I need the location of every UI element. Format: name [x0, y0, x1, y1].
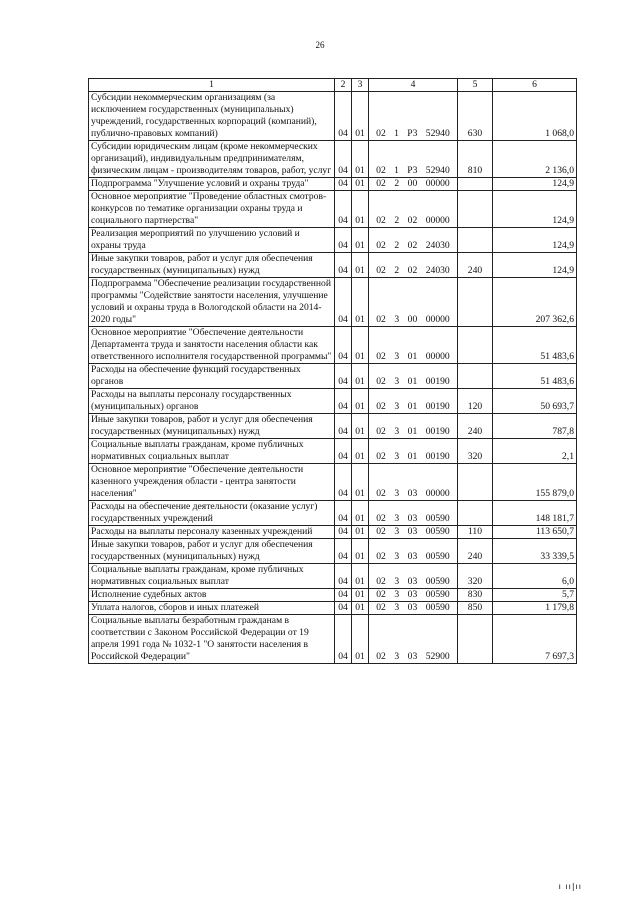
code-part: 3: [394, 576, 400, 587]
row-section: 04: [335, 589, 352, 602]
code-part: 1: [394, 165, 399, 176]
row-subsection: 01: [352, 278, 369, 327]
row-name: Реализация мероприятий по улучшению условий и охраны труда: [89, 228, 335, 253]
code-part: 02: [376, 265, 386, 276]
code-part: 3: [394, 589, 400, 600]
row-expense-type: 630: [458, 92, 493, 141]
code-part: P3: [407, 165, 418, 176]
row-section: 04: [335, 564, 352, 589]
row-section: 04: [335, 501, 352, 526]
column-header: 3: [352, 79, 369, 92]
row-target-article: [369, 501, 458, 526]
code-part: 01: [407, 401, 418, 412]
row-target-article: [369, 602, 458, 615]
row-section: 04: [335, 278, 352, 327]
row-section: 04: [335, 178, 352, 191]
code-part: 02: [376, 451, 386, 462]
row-section: 04: [335, 414, 352, 439]
table-row: [89, 501, 577, 526]
code-part: 00: [407, 178, 418, 189]
row-subsection: 01: [352, 589, 369, 602]
row-section: 04: [335, 228, 352, 253]
row-amount: 7 697,3: [493, 615, 577, 664]
code-part: 02: [376, 513, 386, 524]
row-subsection: 01: [352, 141, 369, 178]
row-target-article: [369, 253, 458, 278]
row-subsection: 01: [352, 389, 369, 414]
row-target-article: [369, 589, 458, 602]
row-section: 04: [335, 615, 352, 664]
table-row: [89, 439, 577, 464]
code-part: 00000: [425, 351, 450, 362]
code-part: 3: [394, 401, 400, 412]
target-article-code: [371, 602, 455, 614]
row-subsection: 01: [352, 564, 369, 589]
code-part: 2: [394, 215, 400, 226]
code-part: 3: [394, 488, 400, 499]
row-section: 04: [335, 92, 352, 141]
code-part: 2: [394, 265, 400, 276]
row-subsection: 01: [352, 526, 369, 539]
code-part: 52900: [425, 651, 450, 662]
code-part: 00: [407, 314, 418, 325]
code-part: 03: [407, 551, 418, 562]
row-target-article: [369, 389, 458, 414]
row-expense-type: [458, 501, 493, 526]
row-target-article: [369, 564, 458, 589]
code-part: 00590: [425, 513, 450, 524]
row-expense-type: [458, 327, 493, 364]
row-name: Исполнение судебных актов: [89, 589, 335, 602]
row-target-article: [369, 92, 458, 141]
target-article-code: [371, 401, 455, 413]
table-row: [89, 253, 577, 278]
code-part: 02: [376, 178, 386, 189]
row-target-article: [369, 141, 458, 178]
table-row: [89, 389, 577, 414]
corner-mark: ı ıı|ıı: [558, 882, 582, 891]
code-part: 02: [376, 128, 386, 139]
row-amount: 113 650,7: [493, 526, 577, 539]
code-part: 02: [407, 215, 418, 226]
row-section: 04: [335, 141, 352, 178]
row-name: Расходы на выплаты персоналу казенных учреждений: [89, 526, 335, 539]
row-target-article: [369, 178, 458, 191]
row-expense-type: 850: [458, 602, 493, 615]
row-amount: 207 362,6: [493, 278, 577, 327]
code-part: 24030: [425, 265, 450, 276]
code-part: 00000: [425, 314, 450, 325]
target-article-code: [371, 651, 455, 663]
row-expense-type: [458, 615, 493, 664]
code-part: 03: [407, 513, 418, 524]
target-article-code: [371, 314, 455, 326]
row-expense-type: 110: [458, 526, 493, 539]
row-amount: 124,9: [493, 191, 577, 228]
row-amount: 1 179,8: [493, 602, 577, 615]
row-expense-type: 240: [458, 539, 493, 564]
row-name: Расходы на обеспечение деятельности (оказание услуг) государственных учреждений: [89, 501, 335, 526]
code-part: 3: [394, 651, 400, 662]
target-article-code: [371, 351, 455, 363]
row-target-article: [369, 439, 458, 464]
table-row: [89, 278, 577, 327]
code-part: 52940: [425, 128, 450, 139]
row-subsection: 01: [352, 228, 369, 253]
column-header: 4: [369, 79, 458, 92]
target-article-code: [371, 526, 455, 538]
row-expense-type: [458, 191, 493, 228]
table-row: [89, 327, 577, 364]
target-article-code: [371, 178, 455, 190]
code-part: 00000: [425, 215, 450, 226]
row-target-article: [369, 278, 458, 327]
code-part: 03: [407, 589, 418, 600]
table-row: [89, 464, 577, 501]
table-header-row: [89, 79, 577, 92]
row-name: Основное мероприятие "Обеспечение деятельности Департамента труда и занятости населения области как ответственного исполнителя государственной программы": [89, 327, 335, 364]
row-amount: 33 339,5: [493, 539, 577, 564]
row-subsection: 01: [352, 464, 369, 501]
code-part: 52940: [425, 165, 450, 176]
code-part: 01: [407, 426, 418, 437]
target-article-code: [371, 513, 455, 525]
code-part: 03: [407, 602, 418, 613]
row-expense-type: 810: [458, 141, 493, 178]
table-row: [89, 364, 577, 389]
code-part: 00000: [425, 178, 450, 189]
row-name: Основное мероприятие "Проведение областных смотров-конкурсов по тематике организации охраны труда и социального партнерства": [89, 191, 335, 228]
row-amount: 155 879,0: [493, 464, 577, 501]
code-part: 3: [394, 513, 400, 524]
target-article-code: [371, 426, 455, 438]
target-article-code: [371, 589, 455, 601]
code-part: 02: [376, 351, 386, 362]
code-part: 3: [394, 376, 400, 387]
code-part: 3: [394, 551, 400, 562]
code-part: 1: [394, 128, 399, 139]
row-subsection: 01: [352, 364, 369, 389]
target-article-code: [371, 128, 455, 140]
code-part: 02: [376, 551, 386, 562]
column-header: 2: [335, 79, 352, 92]
row-name: Субсидии юридическим лицам (кроме некоммерческих организаций), индивидуальным предпринимателям, физическим лицам - производителям товаров, работ, услуг: [89, 141, 335, 178]
row-expense-type: 240: [458, 414, 493, 439]
code-part: 02: [376, 165, 386, 176]
row-section: 04: [335, 327, 352, 364]
row-target-article: [369, 414, 458, 439]
row-amount: 2 136,0: [493, 141, 577, 178]
row-expense-type: 320: [458, 564, 493, 589]
row-name: Иные закупки товаров, работ и услуг для обеспечения государственных (муниципальных) нужд: [89, 414, 335, 439]
code-part: 3: [394, 602, 400, 613]
code-part: 02: [407, 240, 418, 251]
row-amount: 124,9: [493, 228, 577, 253]
table-row: [89, 539, 577, 564]
table-row: [89, 414, 577, 439]
row-amount: 50 693,7: [493, 389, 577, 414]
row-subsection: 01: [352, 253, 369, 278]
row-section: 04: [335, 602, 352, 615]
row-amount: 5,7: [493, 589, 577, 602]
code-part: 02: [376, 576, 386, 587]
row-subsection: 01: [352, 439, 369, 464]
code-part: 02: [376, 589, 386, 600]
row-target-article: [369, 539, 458, 564]
row-expense-type: [458, 178, 493, 191]
row-amount: 124,9: [493, 253, 577, 278]
target-article-code: [371, 240, 455, 252]
row-subsection: 01: [352, 615, 369, 664]
row-expense-type: [458, 278, 493, 327]
row-section: 04: [335, 539, 352, 564]
code-part: P3: [407, 128, 418, 139]
row-expense-type: 120: [458, 389, 493, 414]
row-amount: 51 483,6: [493, 364, 577, 389]
target-article-code: [371, 265, 455, 277]
row-name: Подпрограмма "Улучшение условий и охраны труда": [89, 178, 335, 191]
row-name: Подпрограмма "Обеспечение реализации государственной программы "Содействие занятости населения, улучшение условий и охраны труда в Вологодской области на 2014-2020 годы": [89, 278, 335, 327]
row-subsection: 01: [352, 501, 369, 526]
row-section: 04: [335, 439, 352, 464]
code-part: 02: [376, 240, 386, 251]
column-header: 6: [493, 79, 577, 92]
target-article-code: [371, 576, 455, 588]
row-subsection: 01: [352, 414, 369, 439]
code-part: 02: [376, 651, 386, 662]
page-number: 26: [315, 40, 325, 50]
row-subsection: 01: [352, 602, 369, 615]
code-part: 00590: [425, 576, 450, 587]
code-part: 02: [376, 526, 386, 537]
code-part: 03: [407, 651, 418, 662]
row-expense-type: 320: [458, 439, 493, 464]
column-header: 5: [458, 79, 493, 92]
row-expense-type: [458, 228, 493, 253]
row-amount: 1 068,0: [493, 92, 577, 141]
code-part: 2: [394, 178, 400, 189]
code-part: 01: [407, 376, 418, 387]
row-amount: 6,0: [493, 564, 577, 589]
row-amount: 124,9: [493, 178, 577, 191]
row-target-article: [369, 464, 458, 501]
row-name: Социальные выплаты безработным гражданам в соответствии с Законом Российской Федерации от 19 апреля 1991 года № 1032-1 "О занятости населения в Российской Федерации": [89, 615, 335, 664]
table-row: [89, 589, 577, 602]
code-part: 03: [407, 526, 418, 537]
code-part: 00000: [425, 488, 450, 499]
row-section: 04: [335, 464, 352, 501]
column-header: 1: [89, 79, 335, 92]
row-target-article: [369, 364, 458, 389]
table-row: [89, 526, 577, 539]
target-article-code: [371, 488, 455, 500]
target-article-code: [371, 451, 455, 463]
row-section: 04: [335, 253, 352, 278]
code-part: 01: [407, 351, 418, 362]
code-part: 01: [407, 451, 418, 462]
code-part: 3: [394, 451, 400, 462]
code-part: 00590: [425, 602, 450, 613]
row-name: Расходы на выплаты персоналу государственных (муниципальных) органов: [89, 389, 335, 414]
target-article-code: [371, 215, 455, 227]
row-name: Субсидии некоммерческим организациям (за исключением государственных (муниципальных) учреждений, государственных корпораций (компаний), публично-правовых компаний): [89, 92, 335, 141]
row-section: 04: [335, 191, 352, 228]
code-part: 02: [407, 265, 418, 276]
row-section: 04: [335, 389, 352, 414]
code-part: 3: [394, 426, 400, 437]
code-part: 00190: [425, 376, 450, 387]
table-row: [89, 92, 577, 141]
table-row: [89, 178, 577, 191]
table-row: [89, 602, 577, 615]
row-target-article: [369, 191, 458, 228]
target-article-code: [371, 551, 455, 563]
table-row: [89, 141, 577, 178]
code-part: 00190: [425, 401, 450, 412]
code-part: 02: [376, 488, 386, 499]
table-row: [89, 615, 577, 664]
row-subsection: 01: [352, 539, 369, 564]
table-row: [89, 564, 577, 589]
code-part: 02: [376, 215, 386, 226]
row-subsection: 01: [352, 191, 369, 228]
row-section: 04: [335, 526, 352, 539]
code-part: 3: [394, 526, 400, 537]
code-part: 02: [376, 401, 386, 412]
row-target-article: [369, 228, 458, 253]
row-amount: 2,1: [493, 439, 577, 464]
row-name: Иные закупки товаров, работ и услуг для обеспечения государственных (муниципальных) нужд: [89, 253, 335, 278]
row-subsection: 01: [352, 178, 369, 191]
row-name: Социальные выплаты гражданам, кроме публичных нормативных социальных выплат: [89, 564, 335, 589]
row-expense-type: 830: [458, 589, 493, 602]
code-part: 00590: [425, 526, 450, 537]
row-target-article: [369, 615, 458, 664]
target-article-code: [371, 376, 455, 388]
table-row: [89, 228, 577, 253]
code-part: 3: [394, 314, 400, 325]
target-article-code: [371, 165, 455, 177]
row-name: Социальные выплаты гражданам, кроме публичных нормативных социальных выплат: [89, 439, 335, 464]
code-part: 02: [376, 376, 386, 387]
code-part: 00590: [425, 551, 450, 562]
table-row: [89, 191, 577, 228]
code-part: 00190: [425, 426, 450, 437]
row-target-article: [369, 327, 458, 364]
row-name: Расходы на обеспечение функций государственных органов: [89, 364, 335, 389]
row-target-article: [369, 526, 458, 539]
row-subsection: 01: [352, 327, 369, 364]
row-expense-type: [458, 364, 493, 389]
row-subsection: 01: [352, 92, 369, 141]
code-part: 02: [376, 602, 386, 613]
row-name: Иные закупки товаров, работ и услуг для обеспечения государственных (муниципальных) нужд: [89, 539, 335, 564]
code-part: 00590: [425, 589, 450, 600]
row-expense-type: 240: [458, 253, 493, 278]
row-amount: 148 181,7: [493, 501, 577, 526]
row-name: Основное мероприятие "Обеспечение деятельности казенного учреждения области - центра занятости населения": [89, 464, 335, 501]
row-section: 04: [335, 364, 352, 389]
code-part: 3: [394, 351, 400, 362]
code-part: 03: [407, 576, 418, 587]
budget-table: [88, 78, 577, 664]
code-part: 2: [394, 240, 400, 251]
code-part: 24030: [425, 240, 450, 251]
row-name: Уплата налогов, сборов и иных платежей: [89, 602, 335, 615]
row-amount: 787,8: [493, 414, 577, 439]
code-part: 02: [376, 314, 386, 325]
row-expense-type: [458, 464, 493, 501]
code-part: 00190: [425, 451, 450, 462]
code-part: 03: [407, 488, 418, 499]
code-part: 02: [376, 426, 386, 437]
row-amount: 51 483,6: [493, 327, 577, 364]
